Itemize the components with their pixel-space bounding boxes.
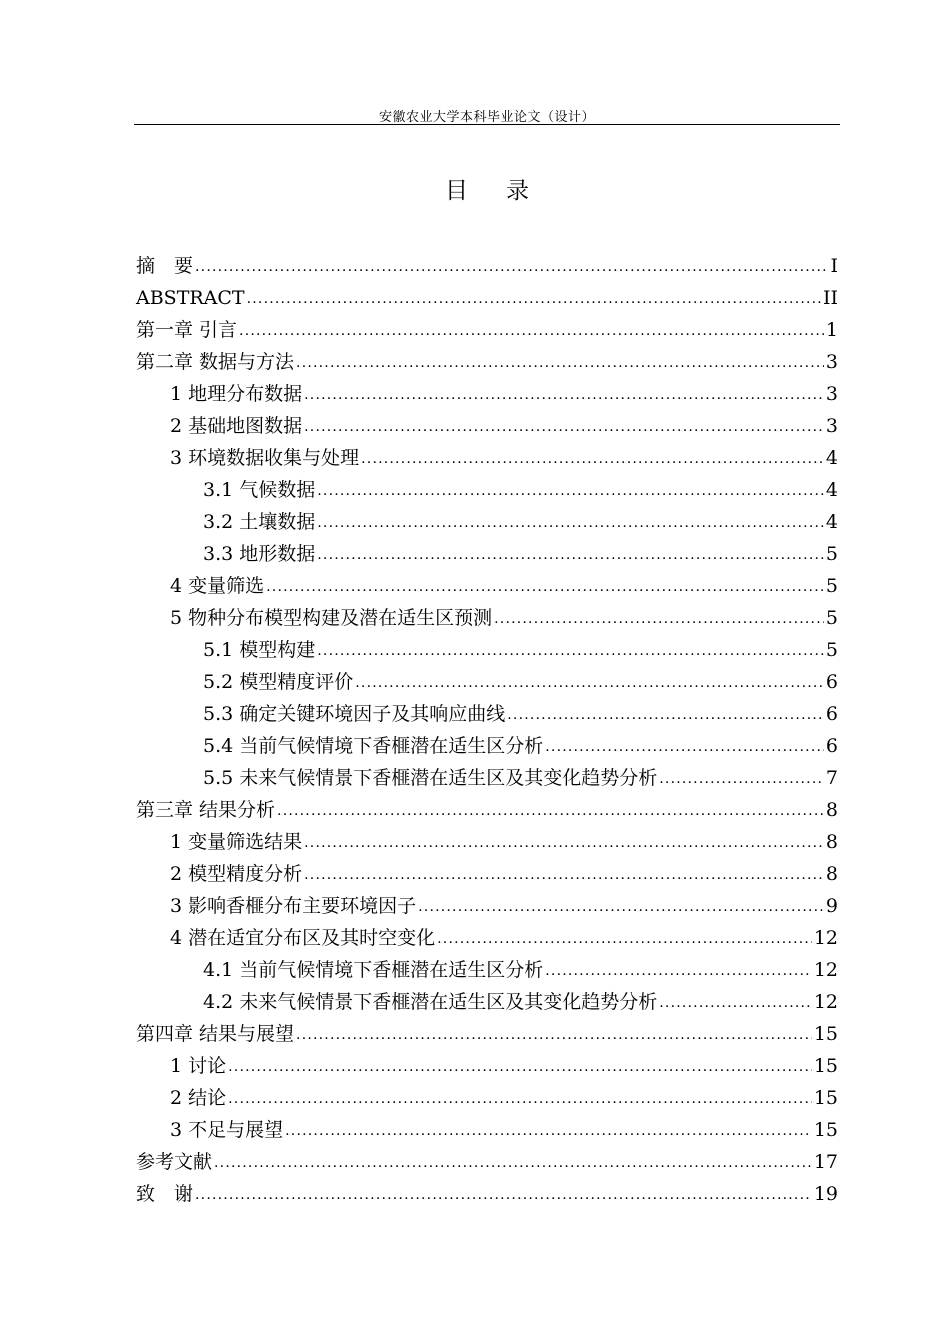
- toc-entry-page-number: 8: [825, 831, 838, 853]
- toc-entry[interactable]: [136, 1082, 838, 1114]
- toc-entry-page-number: 6: [825, 703, 838, 725]
- toc-entry-label: 致 谢: [136, 1183, 194, 1205]
- toc-entry-page-number: 3: [825, 351, 838, 373]
- toc-entry-page-number: II: [822, 287, 838, 309]
- toc-dot-leader: [296, 347, 824, 379]
- toc-entry[interactable]: [136, 378, 838, 410]
- running-header: 安徽农业大学本科毕业论文（设计）: [378, 110, 595, 125]
- toc-entry[interactable]: [136, 1146, 838, 1178]
- toc-entry-page-number: 5: [825, 575, 838, 597]
- toc-entry-label: 1 讨论: [170, 1055, 227, 1077]
- toc-entry[interactable]: [136, 250, 838, 282]
- toc-entry-label: 5.5 未来气候情景下香榧潜在适生区及其变化趋势分析: [203, 767, 658, 789]
- toc-entry[interactable]: [136, 890, 838, 922]
- toc-entry-label: 2 结论: [170, 1087, 227, 1109]
- toc-entry-label: 5.1 模型构建: [203, 639, 316, 661]
- toc-entry-page-number: 5: [825, 543, 838, 565]
- toc-entry[interactable]: [136, 346, 838, 378]
- toc-entry-label: 第二章 数据与方法: [136, 351, 295, 373]
- toc-entry-page-number: 3: [825, 383, 838, 405]
- toc-entry-page-number: 12: [813, 991, 838, 1013]
- toc-entry[interactable]: [136, 922, 838, 954]
- toc-dot-leader: [304, 827, 824, 859]
- toc-entry-page-number: 4: [825, 511, 838, 533]
- toc-entry-label: 2 模型精度分析: [170, 863, 303, 885]
- toc-entry-label: 3.3 地形数据: [203, 543, 316, 565]
- toc-dot-leader: [277, 795, 824, 827]
- toc-entry-label: 3.1 气候数据: [203, 479, 316, 501]
- toc-dot-leader: [195, 251, 828, 283]
- toc-dot-leader: [437, 923, 812, 955]
- toc-entry-label: 1 地理分布数据: [170, 383, 303, 405]
- toc-entry[interactable]: [136, 506, 838, 538]
- toc-entry[interactable]: [136, 538, 838, 570]
- toc-dot-leader: [304, 411, 824, 443]
- toc-entry-page-number: 7: [825, 767, 838, 789]
- toc-dot-leader: [418, 891, 824, 923]
- toc-entry[interactable]: [136, 314, 838, 346]
- toc-entry-page-number: 15: [813, 1023, 838, 1045]
- toc-dot-leader: [545, 955, 812, 987]
- toc-entry[interactable]: [136, 442, 838, 474]
- toc-dot-leader: [304, 379, 824, 411]
- toc-entry-label: 第三章 结果分析: [136, 799, 276, 821]
- toc-entry-page-number: 12: [813, 959, 838, 981]
- toc-dot-leader: [361, 443, 824, 475]
- toc-entry[interactable]: [136, 794, 838, 826]
- toc-entry-label: 5 物种分布模型构建及潜在适生区预测: [170, 607, 493, 629]
- toc-entry[interactable]: [136, 1018, 838, 1050]
- toc-entry[interactable]: [136, 858, 838, 890]
- toc-dot-leader: [285, 1115, 812, 1147]
- toc-entry[interactable]: [136, 1050, 838, 1082]
- toc-dot-leader: [317, 475, 824, 507]
- toc-entry-label: 4 变量筛选: [170, 575, 265, 597]
- toc-entry-label: 3.2 土壤数据: [203, 511, 316, 533]
- toc-entry[interactable]: [136, 410, 838, 442]
- toc-entry-page-number: 12: [813, 927, 838, 949]
- toc-entry-label: 3 环境数据收集与处理: [170, 447, 360, 469]
- toc-entry-page-number: 1: [825, 319, 838, 341]
- toc-entry-page-number: 8: [825, 863, 838, 885]
- toc-entry-page-number: 5: [825, 607, 838, 629]
- toc-entry-page-number: 4: [825, 447, 838, 469]
- toc-entry[interactable]: [136, 698, 838, 730]
- toc-dot-leader: [659, 987, 812, 1019]
- toc-entry[interactable]: [136, 730, 838, 762]
- toc-entry[interactable]: [136, 570, 838, 602]
- header-rule: [134, 124, 840, 125]
- toc-dot-leader: [195, 1179, 812, 1211]
- toc-entry-page-number: 4: [825, 479, 838, 501]
- toc-entry[interactable]: [136, 1114, 838, 1146]
- toc-title: 目录: [445, 178, 567, 204]
- toc-dot-leader: [355, 667, 824, 699]
- toc-entry-label: 4.1 当前气候情境下香榧潜在适生区分析: [203, 959, 544, 981]
- toc-dot-leader: [317, 507, 824, 539]
- toc-entry[interactable]: [136, 666, 838, 698]
- toc-dot-leader: [304, 859, 824, 891]
- toc-dot-leader: [247, 283, 821, 315]
- toc-entry[interactable]: [136, 954, 838, 986]
- toc-entry-page-number: 15: [813, 1055, 838, 1077]
- toc-entry-label: 4.2 未来气候情景下香榧潜在适生区及其变化趋势分析: [203, 991, 658, 1013]
- toc-entry[interactable]: [136, 986, 838, 1018]
- toc-dot-leader: [545, 731, 824, 763]
- toc-entry[interactable]: [136, 1178, 838, 1210]
- table-of-contents: [136, 250, 838, 1210]
- toc-entry-label: 5.4 当前气候情境下香榧潜在适生区分析: [203, 735, 544, 757]
- toc-entry-page-number: 15: [813, 1119, 838, 1141]
- toc-entry[interactable]: [136, 474, 838, 506]
- toc-entry-page-number: 19: [813, 1183, 838, 1205]
- toc-entry[interactable]: [136, 602, 838, 634]
- toc-entry-page-number: 8: [825, 799, 838, 821]
- toc-entry-label: 1 变量筛选结果: [170, 831, 303, 853]
- toc-entry[interactable]: [136, 634, 838, 666]
- toc-entry-label: 5.2 模型精度评价: [203, 671, 354, 693]
- toc-dot-leader: [507, 699, 824, 731]
- toc-dot-leader: [494, 603, 824, 635]
- toc-entry-label: 摘 要: [136, 255, 194, 277]
- toc-dot-leader: [317, 635, 824, 667]
- toc-entry-label: 参考文献: [136, 1151, 213, 1173]
- toc-entry-label: 第一章 引言: [136, 319, 238, 341]
- toc-entry-label: 5.3 确定关键环境因子及其响应曲线: [203, 703, 506, 725]
- toc-dot-leader: [317, 539, 824, 571]
- toc-entry-label: 3 影响香榧分布主要环境因子: [170, 895, 417, 917]
- toc-dot-leader: [228, 1083, 812, 1115]
- toc-entry[interactable]: [136, 282, 838, 314]
- toc-entry-label: 3 不足与展望: [170, 1119, 284, 1141]
- toc-entry-page-number: I: [830, 255, 838, 277]
- toc-entry-page-number: 6: [825, 671, 838, 693]
- toc-dot-leader: [228, 1051, 812, 1083]
- toc-dot-leader: [659, 763, 824, 795]
- toc-entry-page-number: 6: [825, 735, 838, 757]
- toc-entry-page-number: 9: [825, 895, 838, 917]
- toc-entry-page-number: 17: [813, 1151, 838, 1173]
- toc-entry[interactable]: [136, 826, 838, 858]
- toc-dot-leader: [214, 1147, 812, 1179]
- toc-entry-page-number: 5: [825, 639, 838, 661]
- toc-dot-leader: [296, 1019, 812, 1051]
- toc-entry-label: ABSTRACT: [136, 287, 245, 309]
- toc-entry-label: 第四章 结果与展望: [136, 1023, 295, 1045]
- toc-entry-page-number: 15: [813, 1087, 838, 1109]
- toc-dot-leader: [239, 315, 824, 347]
- toc-dot-leader: [266, 571, 824, 603]
- toc-entry[interactable]: [136, 762, 838, 794]
- toc-entry-label: 4 潜在适宜分布区及其时空变化: [170, 927, 436, 949]
- toc-entry-label: 2 基础地图数据: [170, 415, 303, 437]
- toc-entry-page-number: 3: [825, 415, 838, 437]
